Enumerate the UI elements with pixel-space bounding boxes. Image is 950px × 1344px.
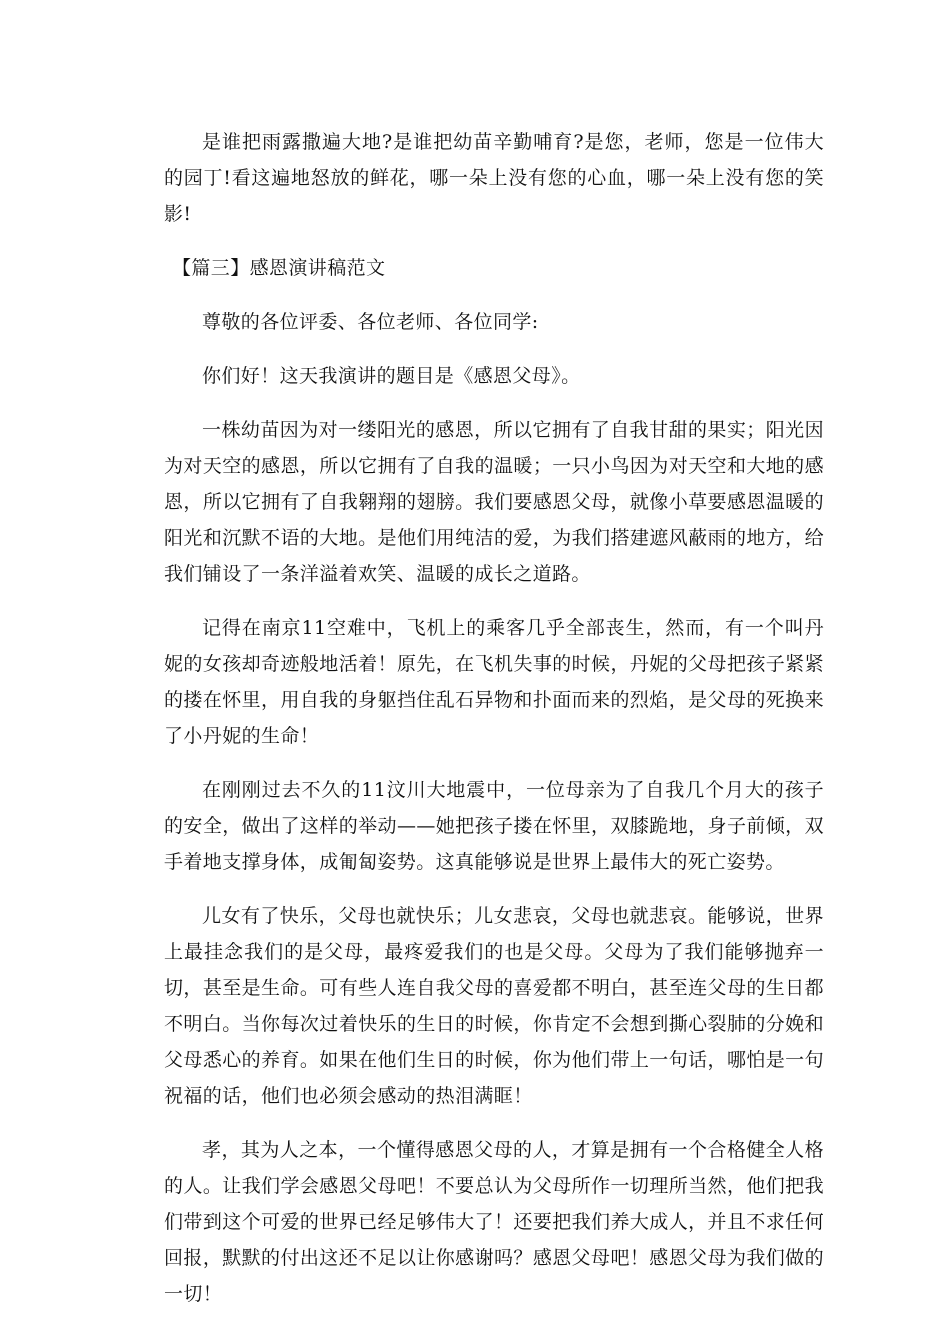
paragraph-nanjing-crash: 记得在南京11空难中，飞机上的乘客几乎全部丧生，然而，有一个叫丹妮的女孩却奇迹般地活着！原先，在飞机失事的时候，丹妮的父母把孩子紧紧的搂在怀里，用自我的身躯挡住乱石异物和扑面而来的烈焰，是父母的死换来了小丹妮的生命！ bbox=[164, 617, 824, 747]
paragraph-salutation: 尊敬的各位评委、各位老师、各位同学: bbox=[202, 311, 539, 333]
paragraph-filial-piety: 孝，其为人之本，一个懂得感恩父母的人，才算是拥有一个合格健全人格的人。让我们学会感恩父母吧！不要总认为父母所作一切理所当然，他们把我们带到这个可爱的世界已经足够伟大了！还要把我们养大成人，并且不求任何回报，默默的付出这还不足以让你感谢吗？感恩父母吧！感恩父母为我们做的一切！ bbox=[164, 1139, 824, 1305]
paragraph-teacher-tribute: 是谁把雨露撒遍大地?是谁把幼苗辛勤哺育?是您，老师，您是一位伟大的园丁!看这遍地怒放的鲜花，哪一朵上没有您的心血，哪一朵上没有您的笑影! bbox=[164, 131, 824, 225]
paragraph-gratitude-nature: 一株幼苗因为对一缕阳光的感恩，所以它拥有了自我甘甜的果实；阳光因为对天空的感恩，所以它拥有了自我的温暖；一只小鸟因为对天空和大地的感恩，所以它拥有了自我翱翔的翅膀。我们要感恩父母，就像小草要感恩温暖的阳光和沉默不语的大地。是他们用纯洁的爱，为我们搭建遮风蔽雨的地方，给我们铺设了一条洋溢着欢笑、温暖的成长之道路。 bbox=[164, 419, 824, 585]
section-heading: 【篇三】感恩演讲稿范文 bbox=[172, 257, 386, 279]
paragraph-wenchuan-earthquake: 在刚刚过去不久的11汶川大地震中，一位母亲为了自我几个月大的孩子的安全，做出了这样的举动——她把孩子搂在怀里，双膝跪地，身子前倾，双手着地支撑身体，成匍匐姿势。这真能够说是世界上最伟大的死亡姿势。 bbox=[164, 779, 824, 873]
paragraph-greeting: 你们好！这天我演讲的题目是《感恩父母》。 bbox=[202, 365, 581, 387]
document-body bbox=[164, 124, 824, 1330]
paragraph-parents-love: 儿女有了快乐，父母也就快乐；儿女悲哀，父母也就悲哀。能够说，世界上最挂念我们的是父母，最疼爱我们的也是父母。父母为了我们能够抛弃一切，甚至是生命。可有些人连自我父母的喜爱都不明白，甚至连父母的生日都不明白。当你每次过着快乐的生日的时候，你肯定不会想到撕心裂肺的分娩和父母悉心的养育。如果在他们生日的时候，你为他们带上一句话，哪怕是一句祝福的话，他们也必须会感动的热泪满眶！ bbox=[164, 905, 824, 1107]
